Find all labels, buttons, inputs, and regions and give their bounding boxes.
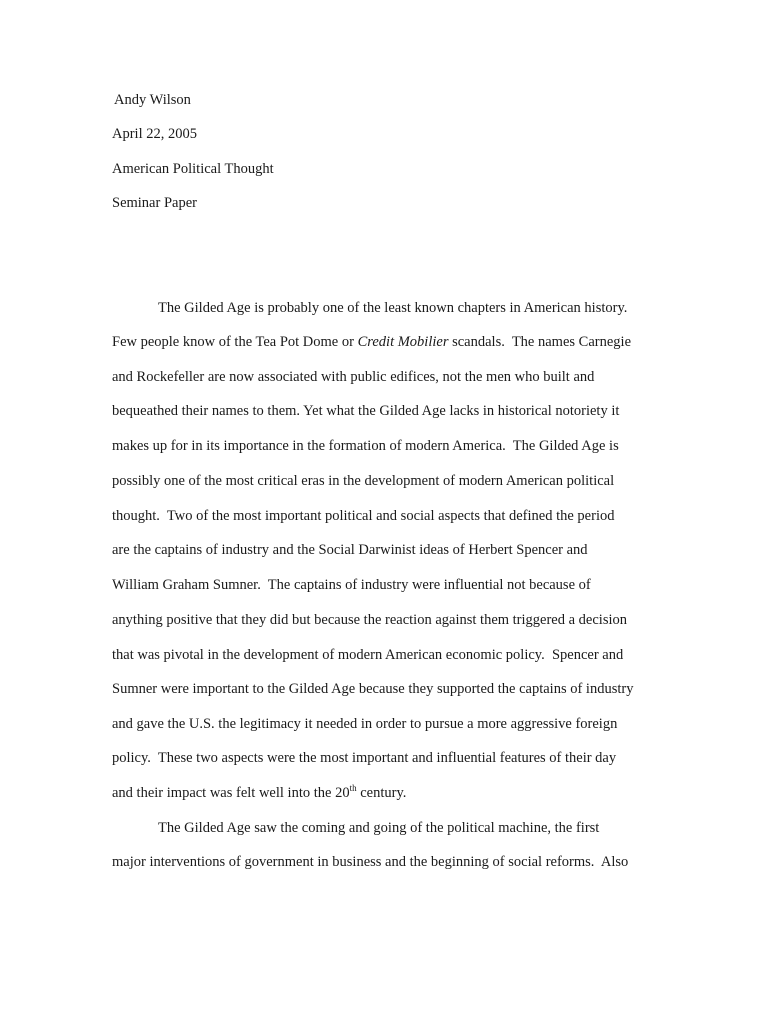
- text-run: scandals. The names Carnegie: [448, 334, 632, 350]
- superscript: th: [349, 783, 357, 794]
- paragraph-line: [112, 784, 406, 802]
- paragraph-line: [112, 333, 631, 351]
- paragraph-line: that was pivotal in the development of modern American economic policy. Spencer and: [112, 647, 624, 663]
- paragraph-line: makes up for in its importance in the formation of modern America. The Gilded Age is: [112, 438, 619, 454]
- paragraph-line: policy. These two aspects were the most important and influential features of their day: [112, 750, 617, 766]
- paragraph-line: thought. Two of the most important political and social aspects that defined the period: [112, 508, 615, 524]
- paragraph-line: possibly one of the most critical eras in the development of modern American political: [112, 473, 615, 489]
- author-name: Andy Wilson: [114, 92, 191, 108]
- paragraph-line: and Rockefeller are now associated with public edifices, not the men who built and: [112, 369, 595, 385]
- paragraph-line: The Gilded Age saw the coming and going of the political machine, the first: [158, 820, 600, 836]
- paragraph-line: The Gilded Age is probably one of the least known chapters in American history.: [158, 300, 628, 316]
- italic-title: Credit Mobilier: [357, 334, 449, 350]
- paper-date: April 22, 2005: [112, 126, 197, 142]
- text-run: and their impact was felt well into the 20: [112, 785, 350, 801]
- paragraph-line: anything positive that they did but because the reaction against them triggered a decision: [112, 612, 627, 628]
- text-run: century.: [356, 785, 407, 801]
- paragraph-line: William Graham Sumner. The captains of industry were influential not because of: [112, 577, 591, 593]
- document-type: Seminar Paper: [112, 195, 197, 211]
- paragraph-line: Sumner were important to the Gilded Age because they supported the captains of industry: [112, 681, 634, 697]
- paragraph-line: are the captains of industry and the Social Darwinist ideas of Herbert Spencer and: [112, 542, 588, 558]
- paragraph-line: bequeathed their names to them. Yet what the Gilded Age lacks in historical notoriety it: [112, 403, 620, 419]
- text-run: Few people know of the Tea Pot Dome or: [112, 334, 358, 350]
- paragraph-line: and gave the U.S. the legitimacy it needed in order to pursue a more aggressive foreign: [112, 716, 618, 732]
- course-name: American Political Thought: [112, 161, 274, 177]
- paragraph-line: major interventions of government in business and the beginning of social reforms. Also: [112, 854, 629, 870]
